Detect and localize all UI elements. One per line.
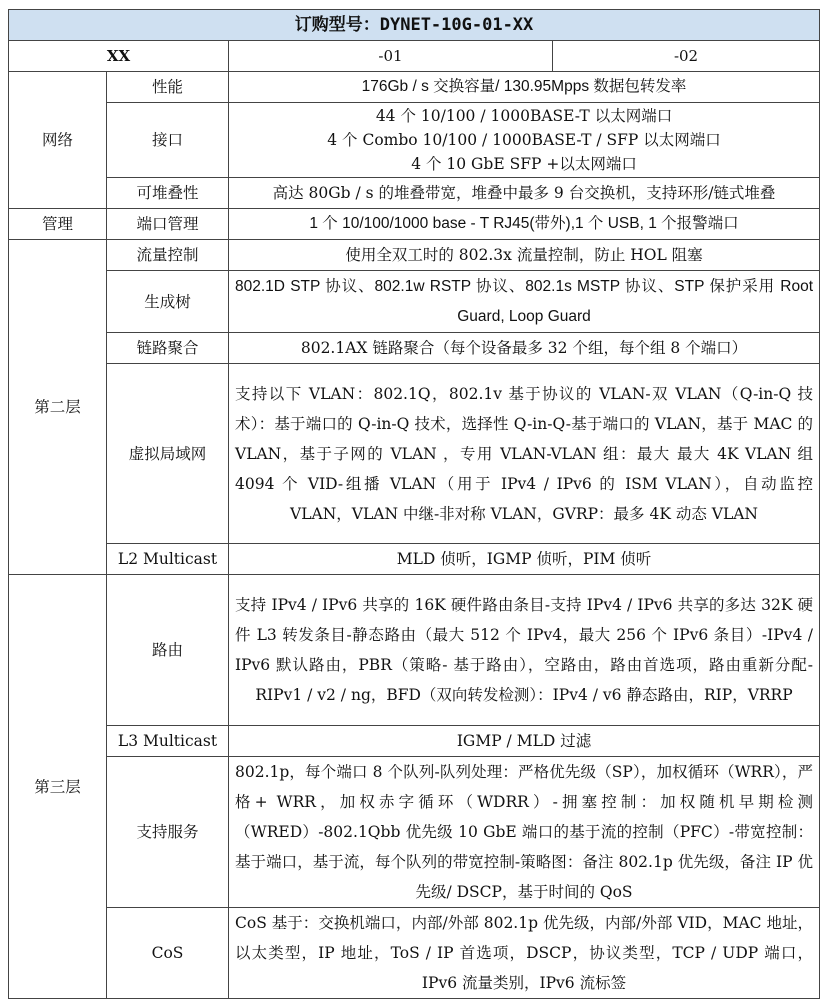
row-name: 路由	[107, 575, 229, 726]
row-name: 流量控制	[107, 240, 229, 271]
row-value: 802.1p，每个端口 8 个队列-队列处理：严格优先级（SP），加权循环（WRR），严格+ WRR，加权赤字循环（WDRR）-拥塞控制：加权随机早期检测（WRED）-802.1Qbb 优先级 10 GbE 端口的基于流的控制（PFC）-带宽控制：基于端口，基于流，每个队列的带宽控制-策略图：备注 802.1p 优先级，备注 IP 优先级/ DSCP，基于时间的 QoS	[229, 757, 820, 908]
row-value: 176Gb / s 交换容量/ 130.95Mpps 数据包转发率	[229, 72, 820, 103]
row-name: 可堆叠性	[107, 178, 229, 209]
value-line: 4 个 Combo 10/100 / 1000BASE-T / SFP 以太网端口	[327, 131, 721, 149]
table-row	[9, 908, 820, 999]
row-name: 虚拟局域网	[107, 364, 229, 544]
row-name: 生成树	[107, 271, 229, 333]
value-line: 44 个 10/100 / 1000BASE-T 以太网端口	[375, 107, 673, 125]
row-value: CoS 基于：交换机端口，内部/外部 802.1p 优先级，内部/外部 VID，MAC 地址，以太类型，IP 地址，ToS / IP 首选项，DSCP，协议类型，TCP / UDP 端口，IPv6 流量类别，IPv6 流标签	[229, 908, 820, 999]
row-value: 802.1AX 链路聚合（每个设备最多 32 个组，每个组 8 个端口）	[229, 333, 820, 364]
row-name: 性能	[107, 72, 229, 103]
table-row	[9, 544, 820, 575]
row-name: 接口	[107, 103, 229, 178]
table-row	[9, 103, 820, 178]
table-row	[9, 726, 820, 757]
value-line: 4 个 10 GbE SFP +以太网端口	[411, 155, 637, 173]
header-xx: XX	[9, 41, 229, 72]
table-row	[9, 757, 820, 908]
section-label-layer3: 第三层	[9, 575, 107, 999]
header-col-01: -01	[229, 41, 553, 72]
table-row	[9, 333, 820, 364]
row-name: CoS	[107, 908, 229, 999]
table-row	[9, 209, 820, 240]
row-value: 支持以下 VLAN：802.1Q，802.1v 基于协议的 VLAN-双 VLAN（Q-in-Q 技术）：基于端口的 Q-in-Q 技术，选择性 Q-in-Q-基于端口的 VLAN，基于 MAC 的 VLAN，基于子网的 VLAN ，专用 VLAN-VLAN 组：最大 最大 4K VLAN 组 4094 个 VID-组播 VLAN（用于 IPv4 / IPv6 的 ISM VLAN），自动监控 VLAN，VLAN 中继-非对称 VLAN，GVRP：最多 4K 动态 VLAN	[229, 364, 820, 544]
table-row	[9, 240, 820, 271]
row-value: MLD 侦听，IGMP 侦听，PIM 侦听	[229, 544, 820, 575]
header-row	[9, 41, 820, 72]
row-value: 802.1D STP 协议、802.1w RSTP 协议、802.1s MSTP 协议、STP 保护采用 Root Guard, Loop Guard	[229, 271, 820, 333]
header-col-02: -02	[553, 41, 820, 72]
title-row	[9, 10, 820, 41]
table-row	[9, 72, 820, 103]
row-name: 端口管理	[107, 209, 229, 240]
row-name: L3 Multicast	[107, 726, 229, 757]
row-value: 支持 IPv4 / IPv6 共享的 16K 硬件路由条目-支持 IPv4 / IPv6 共享的多达 32K 硬件 L3 转发条目-静态路由（最大 512 个 IPv4，最大 256 个 IPv6 条目）-IPv4 / IPv6 默认路由，PBR（策略- 基于路由），空路由，路由首选项，路由重新分配-RIPv1 / v2 / ng，BFD（双向转发检测）：IPv4 / v6 静态路由，RIP，VRRP	[229, 575, 820, 726]
section-label-layer2: 第二层	[9, 240, 107, 575]
row-value: 使用全双工时的 802.3x 流量控制，防止 HOL 阻塞	[229, 240, 820, 271]
table-row	[9, 271, 820, 333]
row-value: 1 个 10/100/1000 base - T RJ45(带外),1 个 USB, 1 个报警端口	[229, 209, 820, 240]
spec-table	[8, 9, 820, 999]
order-model-title: 订购型号：DYNET-10G-01-XX	[9, 10, 820, 41]
table-row	[9, 575, 820, 726]
row-value: IGMP / MLD 过滤	[229, 726, 820, 757]
row-value-multiline	[229, 103, 820, 178]
row-name: 链路聚合	[107, 333, 229, 364]
row-name: L2 Multicast	[107, 544, 229, 575]
section-label-network: 网络	[9, 72, 107, 209]
table-row	[9, 364, 820, 544]
section-label-management: 管理	[9, 209, 107, 240]
row-name: 支持服务	[107, 757, 229, 908]
table-row	[9, 178, 820, 209]
row-value: 高达 80Gb / s 的堆叠带宽，堆叠中最多 9 台交换机，支持环形/链式堆叠	[229, 178, 820, 209]
